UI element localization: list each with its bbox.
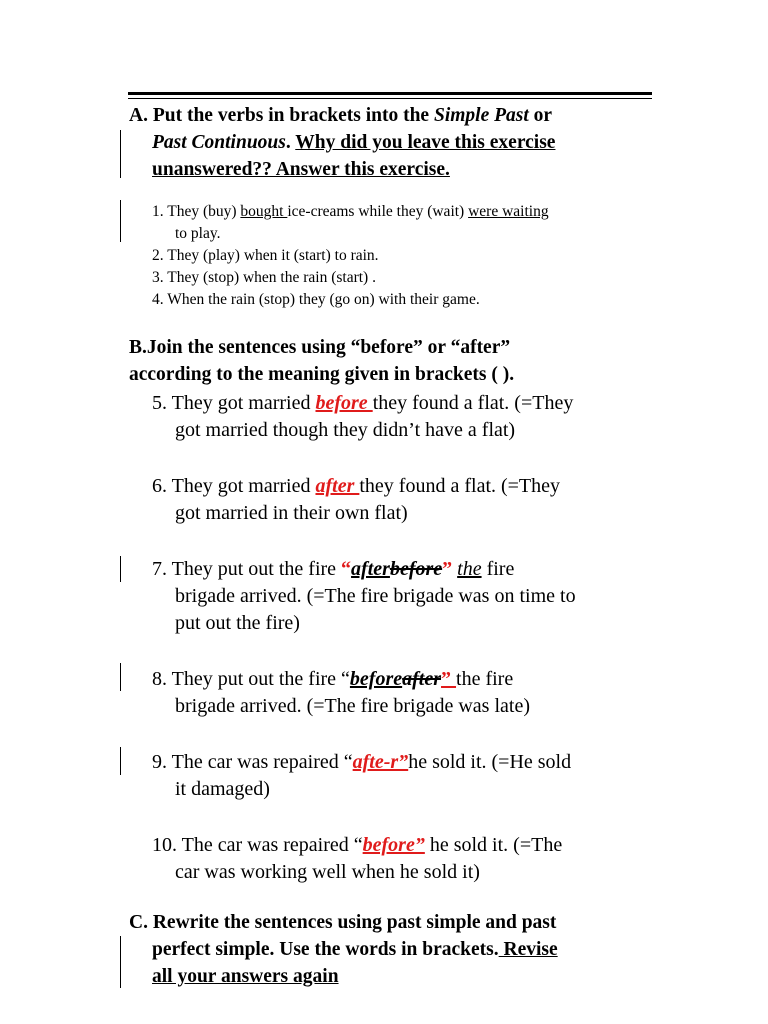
b7-close-quote: ” (442, 558, 453, 580)
section-a-instruction: Put the verbs in brackets into the (152, 105, 434, 126)
b9-rest: he sold it. (=He sold (408, 751, 572, 773)
a1-continuation: to play. (175, 225, 221, 242)
b10-prompt: 10. The car was repaired “ (152, 834, 363, 856)
exercise-b-item-9 (152, 749, 571, 776)
section-b-line-2: according to the meaning given in brackets ( ). (129, 364, 515, 385)
margin-bar-a1 (120, 200, 121, 242)
section-c-instruction: Rewrite the sentences using past simple and past (152, 912, 557, 933)
section-a-or: or (528, 105, 553, 126)
margin-bar-b7 (120, 556, 121, 582)
teacher-comment-3: Revise (498, 939, 558, 960)
margin-bar-c (120, 936, 121, 988)
b7-prompt: 7. They put out the fire (152, 558, 342, 580)
section-a-line-3 (152, 156, 450, 183)
margin-bar-b9 (120, 747, 121, 775)
b9-prompt: 9. The car was repaired “ (152, 751, 353, 773)
b8-answer: before (349, 668, 403, 690)
a1-prompt-2: ice-creams while they (wait) (287, 203, 469, 220)
exercise-b-item-7 (152, 556, 514, 583)
b7-inserted-the: the (457, 558, 482, 580)
b6-prompt: 6. They got married (152, 475, 316, 497)
simple-past-term: Simple Past (433, 105, 529, 126)
section-b-line-1: B.Join the sentences using “before” or “after” (129, 337, 511, 358)
b10-answer: before” (362, 834, 425, 856)
section-c-line-3 (152, 963, 339, 990)
past-continuous-term: Past Continuous (152, 132, 286, 153)
b8-rest: the fire (456, 668, 514, 690)
a1-answer-1: bought (240, 203, 288, 220)
exercise-b-item-5 (152, 390, 573, 417)
exercise-a-item-1 (152, 201, 549, 223)
top-rule-thick (128, 92, 652, 95)
b7-rest: fire (481, 558, 515, 580)
b8-line-2: brigade arrived. (=The fire brigade was late) (175, 695, 530, 717)
top-rule-thin (128, 98, 652, 99)
teacher-comment-1: Why did you leave this exercise (295, 132, 556, 153)
b5-prompt: 5. They got married (152, 392, 316, 414)
exercise-b-item-6 (152, 473, 560, 500)
section-c-line-1 (129, 909, 556, 936)
section-a-line-1 (129, 102, 552, 129)
b6-line-2: got married in their own flat) (175, 502, 408, 524)
b5-answer: before (315, 392, 373, 414)
b5-rest: they found a flat. (=They (372, 392, 574, 414)
b10-rest: he sold it. (=The (424, 834, 563, 856)
margin-bar-a (120, 130, 121, 178)
b7-line-2: brigade arrived. (=The fire brigade was on time to (175, 585, 576, 607)
section-a-letter: A. (129, 105, 148, 126)
b9-answer: afte-r” (352, 751, 409, 773)
section-c-instruction-2: perfect simple. Use the words in brackets. (152, 939, 499, 960)
exercise-b-item-10 (152, 832, 562, 859)
exercise-a-item-3: 3. They (stop) when the rain (start) . (152, 269, 376, 286)
section-a-line-2 (152, 129, 555, 156)
b6-answer: after (315, 475, 360, 497)
b7-line-3: put out the fire) (175, 612, 300, 634)
a1-answer-2: were waiting (468, 203, 549, 220)
section-a-period: . (285, 132, 296, 153)
b7-open-quote: “ (341, 558, 352, 580)
exercise-a-item-4: 4. When the rain (stop) they (go on) with their game. (152, 291, 480, 308)
b9-line-2: it damaged) (175, 778, 270, 800)
b8-close-quote: ” (441, 668, 457, 690)
section-c-letter: C. (129, 912, 148, 933)
b8-prompt: 8. They put out the fire “ (152, 668, 350, 690)
section-c-line-2 (152, 936, 558, 963)
b7-struck-word: before (389, 558, 443, 580)
exercise-b-item-8 (152, 666, 513, 693)
b8-struck-word: after (402, 668, 442, 690)
exercise-a-item-2: 2. They (play) when it (start) to rain. (152, 247, 379, 264)
margin-bar-b8 (120, 663, 121, 691)
b7-answer: after (351, 558, 390, 580)
b5-line-2: got married though they didn’t have a flat) (175, 419, 516, 441)
teacher-comment-2: unanswered?? Answer this exercise. (152, 159, 450, 180)
b6-rest: they found a flat. (=They (359, 475, 561, 497)
a1-prompt-1: 1. They (buy) (152, 203, 241, 220)
b10-line-2: car was working well when he sold it) (175, 861, 480, 883)
teacher-comment-4: all your answers again (152, 966, 339, 987)
